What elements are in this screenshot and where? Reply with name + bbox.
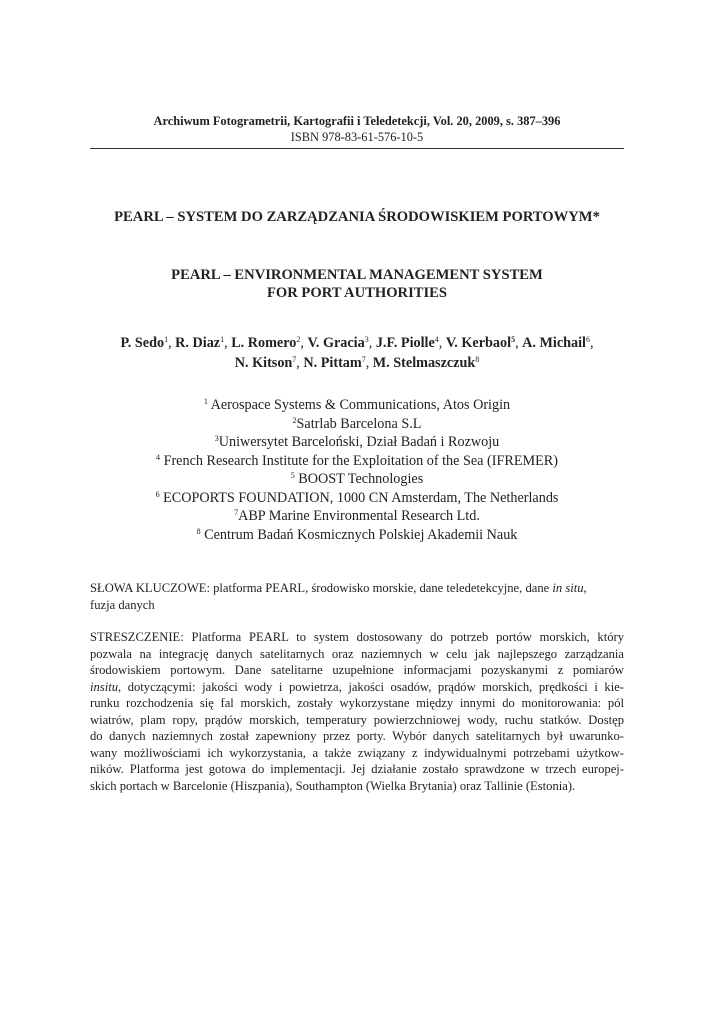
affiliation: [60, 415, 654, 434]
keywords-comma: ,: [583, 581, 587, 595]
affiliation: [60, 452, 654, 471]
title-english: [60, 266, 654, 302]
author-name: P. Sedo: [120, 335, 165, 351]
affiliation-sup: 3: [214, 434, 219, 443]
abstract-line: pozwala na integrację danych satelitarnych oraz naziemnych w celu jak najlepszego zarządzania: [90, 646, 624, 661]
abstract-line: skich portach w Barcelonie (Hiszpania), Southampton (Wielka Brytania) oraz Tallinie (Estonia).: [90, 778, 576, 793]
journal-citation: Archiwum Fotogrametrii, Kartografii i Teledetekcji, Vol. 20, 2009, s. 387–396: [153, 114, 561, 128]
header-rule: [90, 148, 624, 149]
affiliation-text: Centrum Badań Kosmicznych Polskiej Akademii Nauk: [200, 526, 518, 543]
affiliation-sup: 8: [196, 526, 201, 536]
isbn: ISBN 978-83-61-576-10-5: [290, 130, 424, 144]
author-affil-sup: 1: [164, 335, 169, 344]
keywords-italic: in situ: [552, 581, 584, 595]
title-english-line-1: PEARL – ENVIRONMENTAL MANAGEMENT SYSTEM: [171, 267, 543, 283]
affiliation-sup: 1: [203, 397, 208, 406]
author-affil-sup: 5: [511, 335, 516, 344]
journal-header: [90, 113, 624, 145]
author-name: V. Gracia: [307, 335, 365, 351]
affiliation-text: Satrlab Barcelona S.L: [296, 415, 422, 432]
author-name: N. Kitson: [234, 355, 293, 371]
affiliation: [60, 526, 654, 545]
author-affil-sup: 2: [296, 335, 301, 344]
title-polish: PEARL – SYSTEM DO ZARZĄDZANIA ŚRODOWISKIEM PORTOWYM*: [114, 209, 600, 225]
abstract-line-text: , dotyczącymi: jakości wody i powietrza, jakości osadów, prądów morskich, prędkości i kie-: [118, 679, 624, 694]
affiliation-sup: 5: [290, 471, 295, 480]
author-affil-sup: 7: [292, 355, 297, 364]
author-affil-sup: 4: [434, 335, 439, 344]
affiliation-sup: 6: [155, 489, 160, 499]
author-affil-sup: 3: [364, 335, 369, 344]
affiliation-text: Uniwersytet Barceloński, Dział Badań i Rozwoju: [218, 434, 500, 450]
abstract-line: do danych naziemnych został zapewniony przez porty. Wybór danych satelitarnych był uwarunko-: [90, 729, 624, 743]
keywords-text-line-2: fuzja danych: [90, 597, 155, 612]
author-list: [50, 333, 664, 373]
affiliation: [60, 489, 654, 508]
abstract-italic-word: insitu: [90, 679, 118, 694]
affiliation: [60, 470, 654, 489]
abstract-line: wany możliwościami ich wykorzystania, a także związany z indywidualnymi potrzebami użytkow-: [90, 745, 624, 760]
affiliation-text: Aerospace Systems & Communications, Atos Origin: [207, 397, 511, 413]
affiliation: [60, 396, 654, 415]
affiliation: [60, 507, 654, 526]
affiliation-text: French Research Institute for the Exploitation of the Sea (IFREMER): [160, 452, 558, 469]
title-english-line-2: FOR PORT AUTHORITIES: [266, 285, 448, 301]
abstract-line: STRESZCZENIE: Platforma PEARL to system dostosowany do potrzeb portów morskich, który: [90, 630, 624, 644]
abstract-line: wiatrów, plam ropy, prądów morskich, temperatury powierzchniowej wody, ruchu statków. Dostęp: [90, 712, 624, 727]
affiliation: [60, 433, 654, 452]
author-affil-sup: 6: [586, 335, 590, 344]
affiliation-text: ECOPORTS FOUNDATION, 1000 CN Amsterdam, The Netherlands: [159, 489, 559, 506]
affiliation-list: [60, 396, 654, 544]
affiliation-text: ABP Marine Environmental Research Ltd.: [238, 508, 480, 524]
abstract-line: środowiskiem portowym. Dane satelitarne uzupełnione informacjami pozyskanymi z pomiarów: [90, 663, 624, 677]
keywords: [90, 580, 624, 613]
author-affil-sup: 1: [220, 335, 225, 344]
affiliation-text: BOOST Technologies: [294, 471, 424, 487]
abstract: [90, 629, 624, 794]
abstract-line: runku rozchodzenia się fal morskich, zostały wykorzystane między innymi do monitorowania: pól: [90, 696, 624, 710]
affiliation-sup: 4: [156, 452, 161, 462]
author-line-1: P. Sedo$^1$, R. Diaz$^1$, L. Romero$^2$, V. Gracia$^3$, J.F. Piolle$^4$, V. Kerbaol$^5$, A. Michail$^6$,: [120, 335, 594, 351]
abstract-line: [90, 679, 624, 696]
author-affil-sup: 7: [361, 355, 366, 364]
affiliation-sup: 2: [292, 415, 297, 425]
author-name: R. Diaz: [175, 335, 221, 351]
affiliation-sup: 7: [234, 508, 239, 517]
author-name: A. Michail: [522, 335, 586, 351]
author-name: M. Stelmaszczuk: [372, 355, 476, 371]
author-line-2: N. Kitson$^7$, N. Pittam$^7$, M. Stelmaszczuk$^8$: [234, 355, 480, 371]
author-name: N. Pittam: [303, 355, 362, 371]
author-name: J.F. Piolle: [375, 335, 435, 351]
author-name: V. Kerbaol: [445, 335, 512, 351]
abstract-line: ników. Platforma jest gotowa do implementacji. Jej działanie zostało sprawdzone w trzech europej-: [90, 762, 624, 776]
keywords-text: SŁOWA KLUCZOWE: platforma PEARL, środowisko morskie, dane teledetekcyjne, dane: [90, 581, 553, 595]
author-affil-sup: 8: [475, 355, 480, 364]
author-name: L. Romero: [231, 335, 297, 351]
